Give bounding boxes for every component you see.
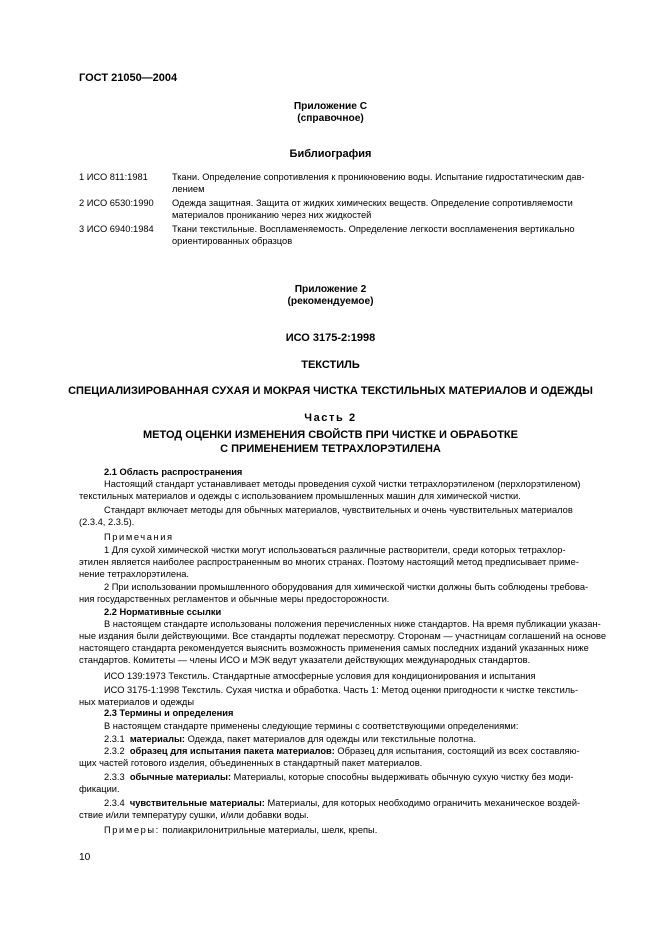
bibliography-ref: 3 ИСО 6940:1984	[79, 224, 154, 234]
definition-text: фикации.	[79, 784, 120, 794]
annex-2-subtitle: (рекомендуемое)	[287, 296, 374, 307]
note-line: нение тетрахлорэтилена.	[79, 569, 189, 579]
paragraph-line: текстильных материалов и одежды с использованием промышленных машин для химической чистки.	[79, 491, 521, 501]
paragraph-line: Стандарт включает методы для обычных материалов, чувствительных и очень чувствительных материалов	[104, 505, 573, 515]
annex-c-subtitle: (справочное)	[297, 113, 364, 124]
normative-reference: ИСО 139:1973 Текстиль. Стандартные атмосферные условия для кондиционирования и испытания	[104, 671, 536, 681]
definition-term: обычные материалы:	[129, 772, 232, 782]
definition-number: 2.3.3	[104, 772, 125, 782]
standard-category: ТЕКСТИЛЬ	[301, 359, 360, 371]
paragraph-line: В настоящем стандарте использованы положения перечисленных ниже стандартов. На время публикации указан-	[104, 619, 601, 629]
definition-text: Образец для испытания, состоящий из всех составляю-	[334, 746, 580, 756]
bibliography-ref: 2 ИСО 6530:1990	[79, 198, 154, 208]
definition-term: материалы:	[129, 734, 186, 744]
document-code-header: ГОСТ 21050—2004	[79, 72, 178, 84]
bibliography-heading: Библиография	[289, 148, 372, 160]
definition-2-3-3	[104, 771, 573, 783]
definition-text: ствие и/или температуру сушки, и/или добавки воды.	[79, 810, 309, 820]
examples-text: полиакрилонитрильные материалы, шелк, крепы.	[159, 825, 378, 835]
definition-term: чувствительные материалы:	[129, 798, 265, 808]
page-number: 10	[79, 852, 91, 863]
paragraph-line: стандартов. Комитеты — члены ИСО и МЭК ведут указатели действующих международных стандартов.	[79, 655, 531, 665]
paragraph-line: (2.3.4, 2.3.5).	[79, 517, 135, 527]
definition-number: 2.3.2	[104, 746, 125, 756]
paragraph-line: настоящего стандарта рекомендуется выяснить возможность применения самых последних изданий указанных ниже	[79, 643, 589, 653]
bibliography-line: материалов прониканию через них жидкостей	[172, 210, 372, 220]
annex-c-title: Приложение С	[293, 101, 368, 112]
section-2-1-heading: 2.1 Область распространения	[104, 467, 243, 477]
paragraph-line: ные издания были действующими. Все стандарты подлежат пересмотру. Сторонам — участницам соглашений на основе	[79, 631, 607, 641]
bibliography-line: Ткани. Определение сопротивления к проникновению воды. Испытание гидростатическим дав-	[172, 172, 585, 182]
definition-text: Материалы, для которых необходимо ограничить механическое воздей-	[264, 798, 581, 808]
note-line: 1 Для сухой химической чистки могут использоваться различные растворители, среди которых тетрахлор-	[104, 545, 566, 555]
definition-term: образец для испытания пакета материалов:	[129, 746, 335, 756]
part-title-line: С ПРИМЕНЕНИЕМ ТЕТРАХЛОРЭТИЛЕНА	[220, 443, 441, 455]
bibliography-line: Ткани текстильные. Воспламеняемость. Определение легкости воспламенения вертикально	[172, 224, 575, 234]
note-line: этилен является наиболее распространенным во многих странах. Поэтому настоящий метод предписывает приме-	[79, 557, 579, 567]
standard-part: Часть 2	[304, 412, 357, 424]
section-2-3-heading: 2.3 Термины и определения	[104, 708, 234, 718]
bibliography-line: лением	[172, 184, 205, 194]
definition-2-3-4	[104, 797, 580, 809]
bibliography-line: ориентированных образцов	[172, 236, 293, 246]
standard-main-title: СПЕЦИАЛИЗИРОВАННАЯ СУХАЯ И МОКРАЯ ЧИСТКА ТЕКСТИЛЬНЫХ МАТЕРИАЛОВ И ОДЕЖДЫ	[68, 385, 593, 397]
bibliography-ref: 1 ИСО 811:1981	[79, 172, 148, 182]
examples-label: Примеры:	[104, 825, 160, 835]
annex-2-title: Приложение 2	[294, 284, 367, 295]
part-title-line: МЕТОД ОЦЕНКИ ИЗМЕНЕНИЯ СВОЙСТВ ПРИ ЧИСТКЕ И ОБРАБОТКЕ	[143, 429, 518, 441]
definition-2-3-1	[104, 733, 476, 745]
definition-text: Материалы, которые способны выдерживать обычную сухую чистку без моди-	[231, 772, 574, 782]
standard-code: ИСО 3175-2:1998	[285, 332, 376, 344]
definition-text: щих частей готового изделия, объединенных в стандартный пакет материалов.	[79, 758, 423, 768]
definition-2-3-2	[104, 745, 580, 757]
examples-line	[104, 824, 377, 836]
bibliography-line: Одежда защитная. Защита от жидких химических веществ. Определение сопротивляемости	[172, 198, 573, 208]
section-2-2-heading: 2.2 Нормативные ссылки	[104, 607, 222, 617]
note-line: 2 При использовании промышленного оборудования для химической чистки должны быть соблюдены требова-	[104, 582, 589, 592]
definition-number: 2.3.1	[104, 734, 125, 744]
notes-label: Примечания	[104, 532, 174, 542]
definition-number: 2.3.4	[104, 798, 125, 808]
paragraph-line: В настоящем стандарте применены следующие термины с соответствующими определениями:	[104, 721, 519, 731]
paragraph-line: Настоящий стандарт устанавливает методы проведения сухой чистки тетрахлорэтиленом (перхлорэтиленом)	[104, 479, 581, 489]
definition-text: Одежда, пакет материалов для одежды или текстильные полотна.	[185, 734, 476, 744]
normative-reference: ных материалов и одежды	[79, 697, 195, 707]
normative-reference: ИСО 3175-1:1998 Текстиль. Сухая чистка и обработка. Часть 1: Метод оценки пригодности к чистке текстиль-	[104, 685, 579, 695]
note-line: ния государственных регламентов и обычные меры предосторожности.	[79, 594, 390, 604]
